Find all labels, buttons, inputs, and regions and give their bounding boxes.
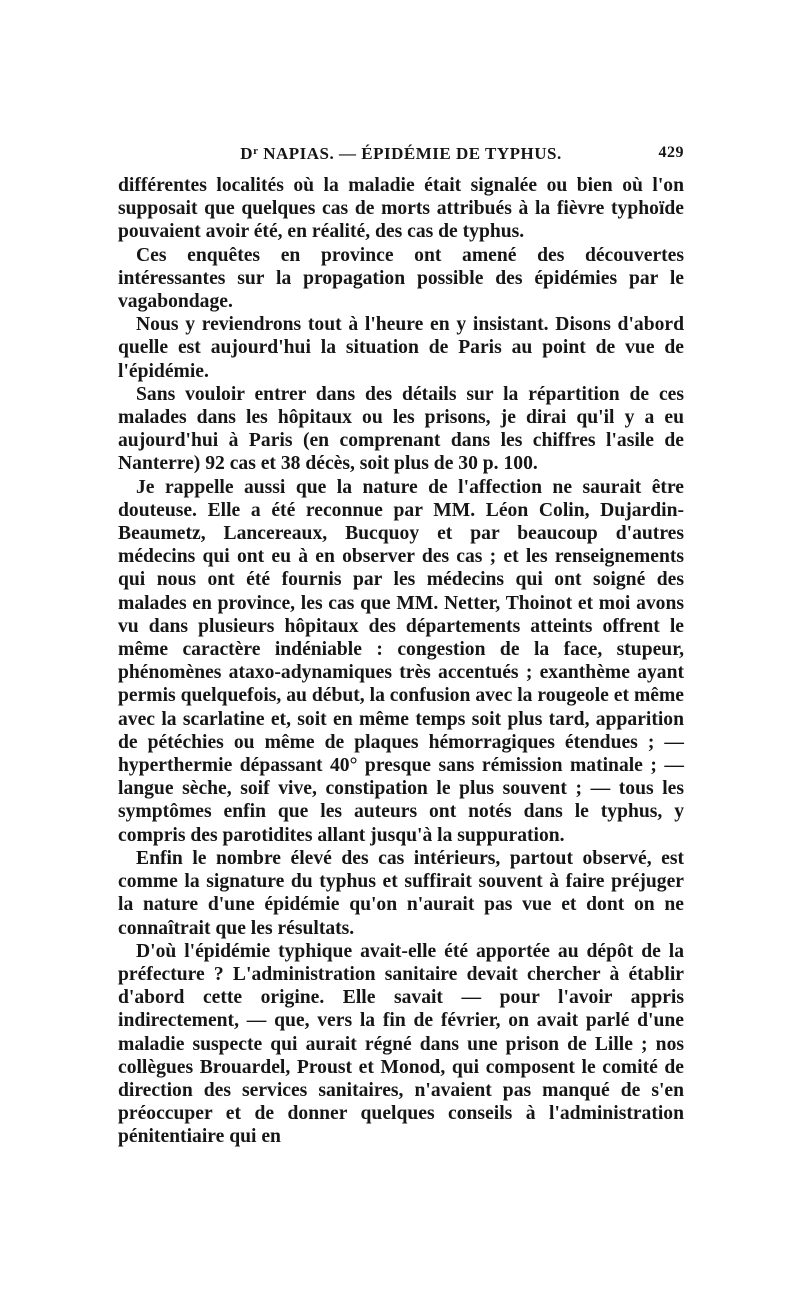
paragraph-paris-situation: Nous y reviendrons tout à l'heure en y insistant. Disons d'abord quelle est aujourd'hui la situation de Paris au point de vue de l'épidémie.	[118, 314, 684, 382]
paragraph-case-counts: Sans vouloir entrer dans des détails sur la répartition de ces malades dans les hôpitaux ou les prisons, je dirai qu'il y a eu aujourd'hui à Paris (en comprenant dans les chiffres l'asile de Nanterre) 92 cas et 38 décès, soit plus de 30 p. 100.	[118, 383, 684, 475]
paragraph-interior-cases: Enfin le nombre élevé des cas intérieurs, partout observé, est comme la signature du typhus et suffirait souvent à faire préjuger la nature d'une épidémie qu'on n'aurait pas vue et dont on ne connaîtrait que les résultats.	[118, 847, 684, 939]
running-title	[118, 144, 684, 164]
paragraph-epidemic-origin: D'où l'épidémie typhique avait-elle été apportée au dépôt de la préfecture ? L'administration sanitaire devait chercher à établir d'abord cette origine. Elle savait — pour l'avoir appris indirectement, — que, vers la fin de février, on avait parlé d'une maladie suspecte qui aurait régné dans une prison de Lille ; nos collègues Brouardel, Proust et Monod, qui composent le comité de direction des services sanitaires, n'avaient pas manqué de s'en préoccuper et de donner quelques conseils à l'administration pénitentiaire qui en	[118, 940, 684, 1148]
running-title-text: NAPIAS. — ÉPIDÉMIE DE TYPHUS.	[258, 144, 562, 163]
paragraph-continued: différentes localités où la maladie était signalée ou bien où l'on supposait que quelques cas de morts attribués à la fièvre typhoïde pouvaient avoir été, en réalité, des cas de typhus.	[118, 175, 684, 243]
running-head	[118, 140, 684, 170]
author-abbreviation-superscript: r	[253, 145, 259, 157]
paragraph-provincial-inquiries: Ces enquêtes en province ont amené des découvertes intéressantes sur la propagation possible des épidémies par le vagabondage.	[118, 244, 684, 313]
paragraph-clinical-features: Je rappelle aussi que la nature de l'affection ne saurait être douteuse. Elle a été reconnue par MM. Léon Colin, Dujardin-Beaumetz, Lancereaux, Bucquoy et par beaucoup d'autres médecins qui ont eu à en observer des cas ; et les renseignements qui nous ont été fournis par les médecins qui ont soigné des malades en province, les cas que MM. Netter, Thoinot et moi avons vu dans plusieurs hôpitaux des départements atteints offrent le même caractère indéniable : congestion de la face, stupeur, phénomènes ataxo-adynamiques très accentués ; exanthème ayant permis quelquefois, au début, la confusion avec la rougeole et même avec la scarlatine et, soit en même temps soit plus tard, apparition de pétéchies ou même de plaques hémorragiques étendues ; — hyperthermie dépassant 40° presque sans rémission matinale ; — langue sèche, soif vive, constipation le plus souvent ; — tous les symptômes enfin que les auteurs ont notés dans le typhus, y compris des parotidites allant jusqu'à la suppuration.	[118, 476, 684, 846]
author-abbreviation: D	[240, 144, 254, 163]
body-text	[118, 174, 684, 1149]
page-number: 429	[658, 144, 684, 161]
book-page	[118, 140, 684, 1149]
